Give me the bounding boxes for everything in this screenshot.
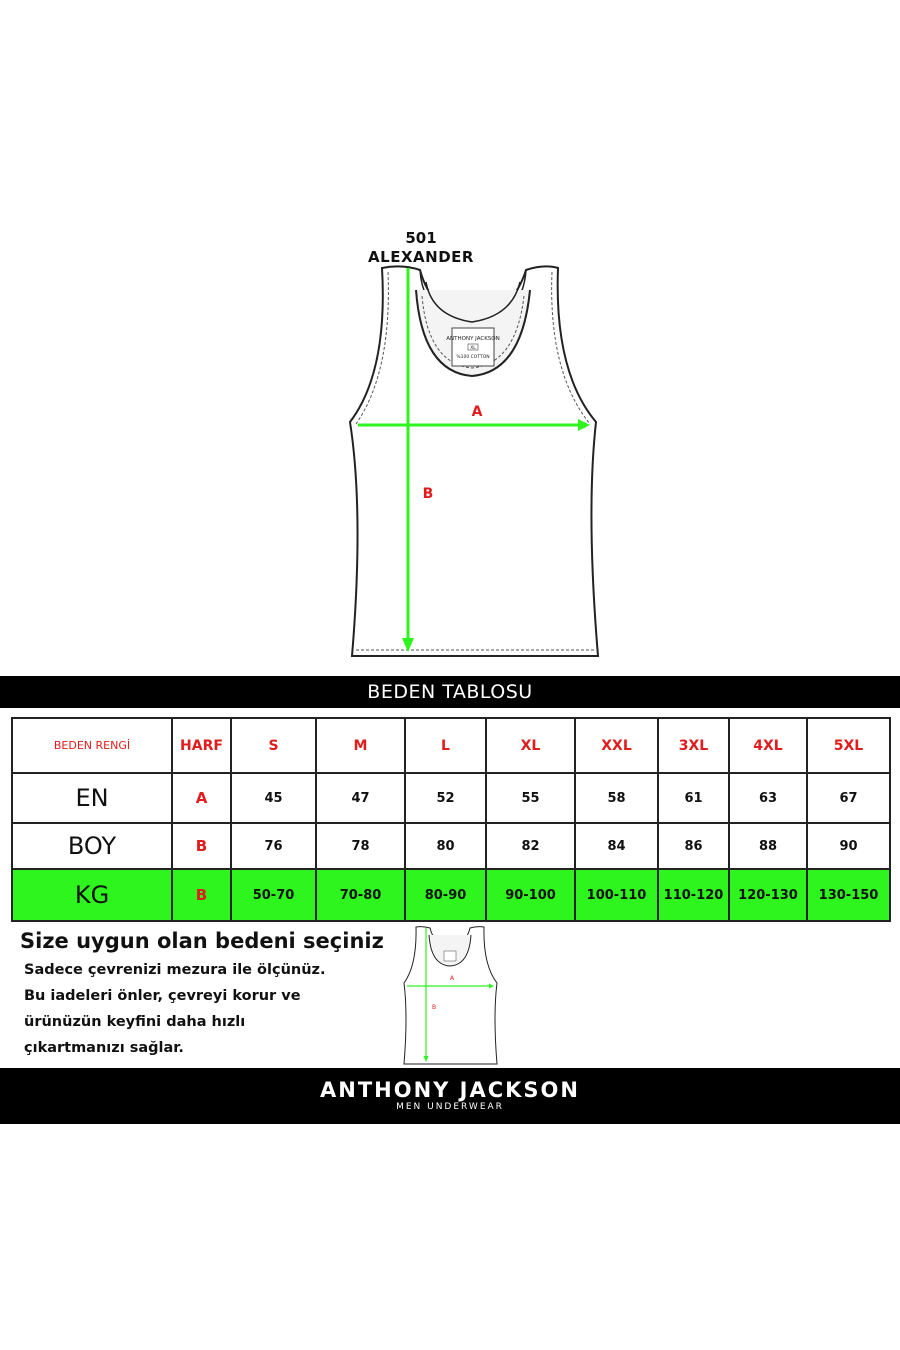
model-code: 501 <box>405 229 437 247</box>
row-label: BOY <box>12 823 172 869</box>
row-label: KG <box>12 869 172 921</box>
row-letter: B <box>172 823 231 869</box>
row-letter: A <box>172 773 231 823</box>
table-cell: 67 <box>807 773 890 823</box>
measure-label-a: A <box>471 404 483 420</box>
table-cell: 86 <box>658 823 729 869</box>
tag-size-text: XL <box>470 346 476 351</box>
thumb-label-b: B <box>431 1004 437 1011</box>
table-cell: 76 <box>231 823 316 869</box>
table-cell: 110-120 <box>658 869 729 921</box>
table-row-kg <box>12 869 890 921</box>
header-size: 3XL <box>658 718 729 773</box>
brand-tagline: MEN UNDERWEAR <box>396 1102 504 1112</box>
header-size: 4XL <box>729 718 807 773</box>
header-harf: HARF <box>172 718 231 773</box>
tank-top-diagram <box>340 262 610 662</box>
table-cell: 52 <box>405 773 486 823</box>
row-label: EN <box>12 773 172 823</box>
table-cell: 90-100 <box>486 869 575 921</box>
header-size: L <box>405 718 486 773</box>
table-cell: 130-150 <box>807 869 890 921</box>
table-header-row <box>12 718 890 773</box>
size-table-banner: BEDEN TABLOSU <box>0 676 900 708</box>
table-cell: 55 <box>486 773 575 823</box>
table-row-en <box>12 773 890 823</box>
header-size: S <box>231 718 316 773</box>
measure-label-b: B <box>422 486 434 502</box>
table-cell: 47 <box>316 773 405 823</box>
model-name: ALEXANDER <box>368 248 474 266</box>
table-cell: 84 <box>575 823 658 869</box>
table-cell: 80-90 <box>405 869 486 921</box>
tank-top-thumbnail <box>400 925 500 1067</box>
size-table <box>11 717 891 922</box>
header-size: M <box>316 718 405 773</box>
thumb-label-a: A <box>449 975 455 982</box>
table-row-boy <box>12 823 890 869</box>
table-cell: 63 <box>729 773 807 823</box>
promo-line: ürünüzün keyfini daha hızlı <box>24 1014 246 1030</box>
table-cell: 50-70 <box>231 869 316 921</box>
table-cell: 80 <box>405 823 486 869</box>
table-cell: 78 <box>316 823 405 869</box>
brand-logo-text: ANTHONY JACKSON <box>320 1078 580 1102</box>
table-cell: 70-80 <box>316 869 405 921</box>
promo-title: Size uygun olan bedeni seçiniz <box>20 929 384 953</box>
promo-line: Bu iadeleri önler, çevreyi korur ve <box>24 988 301 1004</box>
header-beden-rengi: BEDEN RENGİ <box>12 718 172 773</box>
table-cell: 58 <box>575 773 658 823</box>
header-size: XL <box>486 718 575 773</box>
header-size: 5XL <box>807 718 890 773</box>
table-cell: 61 <box>658 773 729 823</box>
table-cell: 45 <box>231 773 316 823</box>
tag-material-text: %100 COTTON <box>456 355 490 360</box>
tag-brand-text: ANTHONY JACKSON <box>446 336 500 342</box>
promo-line: çıkartmanızı sağlar. <box>24 1040 184 1056</box>
header-size: XXL <box>575 718 658 773</box>
table-cell: 90 <box>807 823 890 869</box>
table-cell: 88 <box>729 823 807 869</box>
table-cell: 82 <box>486 823 575 869</box>
table-cell: 120-130 <box>729 869 807 921</box>
table-cell: 100-110 <box>575 869 658 921</box>
row-letter: B <box>172 869 231 921</box>
brand-footer <box>0 1068 900 1124</box>
promo-line: Sadece çevrenizi mezura ile ölçünüz. <box>24 962 326 978</box>
